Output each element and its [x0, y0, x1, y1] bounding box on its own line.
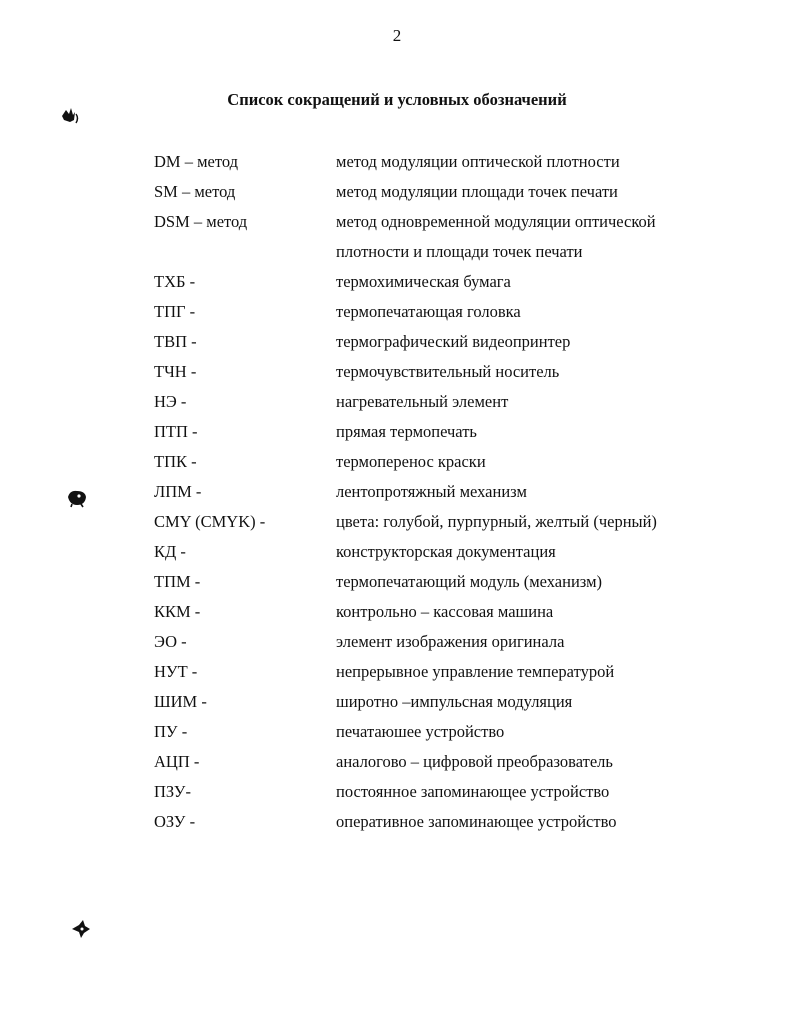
list-item — [0, 477, 794, 507]
abbreviation-term: КД - — [154, 542, 186, 561]
abbreviation-term: DSM – метод — [154, 212, 248, 231]
abbreviation-term: ПТП - — [154, 422, 198, 441]
abbreviation-term: ТХБ - — [154, 272, 196, 291]
list-item — [0, 687, 794, 717]
list-item — [0, 507, 794, 537]
abbreviation-term: ККМ - — [154, 602, 201, 621]
abbreviation-term: ТПГ - — [154, 302, 196, 321]
list-item — [0, 177, 794, 207]
abbreviation-definition: оперативное запоминающее устройство — [336, 812, 617, 831]
list-item — [0, 207, 794, 237]
abbreviation-term: ЭО - — [154, 632, 187, 651]
abbreviation-term: ТЧН - — [154, 362, 197, 381]
abbreviation-term: ТВП - — [154, 332, 197, 351]
list-item — [0, 627, 794, 657]
list-item — [0, 297, 794, 327]
list-item — [0, 537, 794, 567]
list-item — [0, 237, 794, 267]
list-item — [0, 327, 794, 357]
abbreviation-term: CMY (CMYK) - — [154, 512, 266, 531]
abbreviation-definition: прямая термопечать — [336, 422, 477, 441]
abbreviation-definition: плотности и площади точек печати — [336, 242, 583, 261]
list-item — [0, 267, 794, 297]
abbreviation-definition: постоянное запоминающее устройство — [336, 782, 610, 801]
abbreviation-term: НЭ - — [154, 392, 187, 411]
list-item — [0, 657, 794, 687]
list-item — [0, 717, 794, 747]
abbreviation-definition: термопечатающий модуль (механизм) — [336, 572, 603, 591]
abbreviation-definition: печатаюшее устройство — [336, 722, 505, 741]
page-number: 2 — [392, 26, 402, 45]
abbreviation-definition: лентопротяжный механизм — [336, 482, 527, 501]
abbreviation-definition: термоперенос краски — [336, 452, 486, 471]
scan-blot-mark — [70, 918, 92, 940]
abbreviation-term: АЦП - — [154, 752, 200, 771]
list-item — [0, 777, 794, 807]
abbreviation-term: DM – метод — [154, 152, 239, 171]
list-item — [0, 447, 794, 477]
abbreviation-term: ТПК - — [154, 452, 197, 471]
abbreviation-list — [0, 147, 794, 837]
abbreviation-definition: аналогово – цифровой преобразователь — [336, 752, 613, 771]
list-item — [0, 147, 794, 177]
page-title: Список сокращений и условных обозначений — [227, 90, 567, 109]
abbreviation-definition: элемент изображения оригинала — [336, 632, 565, 651]
list-item — [0, 387, 794, 417]
abbreviation-definition: термочувствительный носитель — [336, 362, 560, 381]
abbreviation-term: SM – метод — [154, 182, 236, 201]
abbreviation-definition: термохимическая бумага — [336, 272, 511, 291]
abbreviation-definition: широтно –импульсная модуляция — [336, 692, 573, 711]
list-item — [0, 357, 794, 387]
abbreviation-definition: метод модуляции площади точек печати — [336, 182, 618, 201]
list-item — [0, 807, 794, 837]
abbreviation-term: ШИМ - — [154, 692, 207, 711]
abbreviation-term: ЛПМ - — [154, 482, 202, 501]
abbreviation-term: ПУ - — [154, 722, 188, 741]
abbreviation-term: ОЗУ - — [154, 812, 196, 831]
list-item — [0, 747, 794, 777]
abbreviation-term: ТПМ - — [154, 572, 201, 591]
abbreviation-definition: нагревательный элемент — [336, 392, 509, 411]
abbreviation-term: НУТ - — [154, 662, 198, 681]
abbreviation-definition: контрольно – кассовая машина — [336, 602, 554, 621]
abbreviation-definition: непрерывное управление температурой — [336, 662, 615, 681]
scan-blot-mark — [66, 488, 88, 508]
abbreviation-definition: термографический видеопринтер — [336, 332, 571, 351]
list-item — [0, 597, 794, 627]
abbreviation-definition: метод модуляции оптической плотности — [336, 152, 620, 171]
abbreviation-term: ПЗУ- — [154, 782, 191, 801]
abbreviation-definition: термопечатающая головка — [336, 302, 521, 321]
list-item — [0, 417, 794, 447]
abbreviation-definition: цвета: голубой, пурпурный, желтый (черный) — [336, 512, 657, 531]
abbreviation-definition: метод одновременной модуляции оптической — [336, 212, 656, 231]
abbreviation-definition: конструкторская документация — [336, 542, 556, 561]
list-item — [0, 567, 794, 597]
